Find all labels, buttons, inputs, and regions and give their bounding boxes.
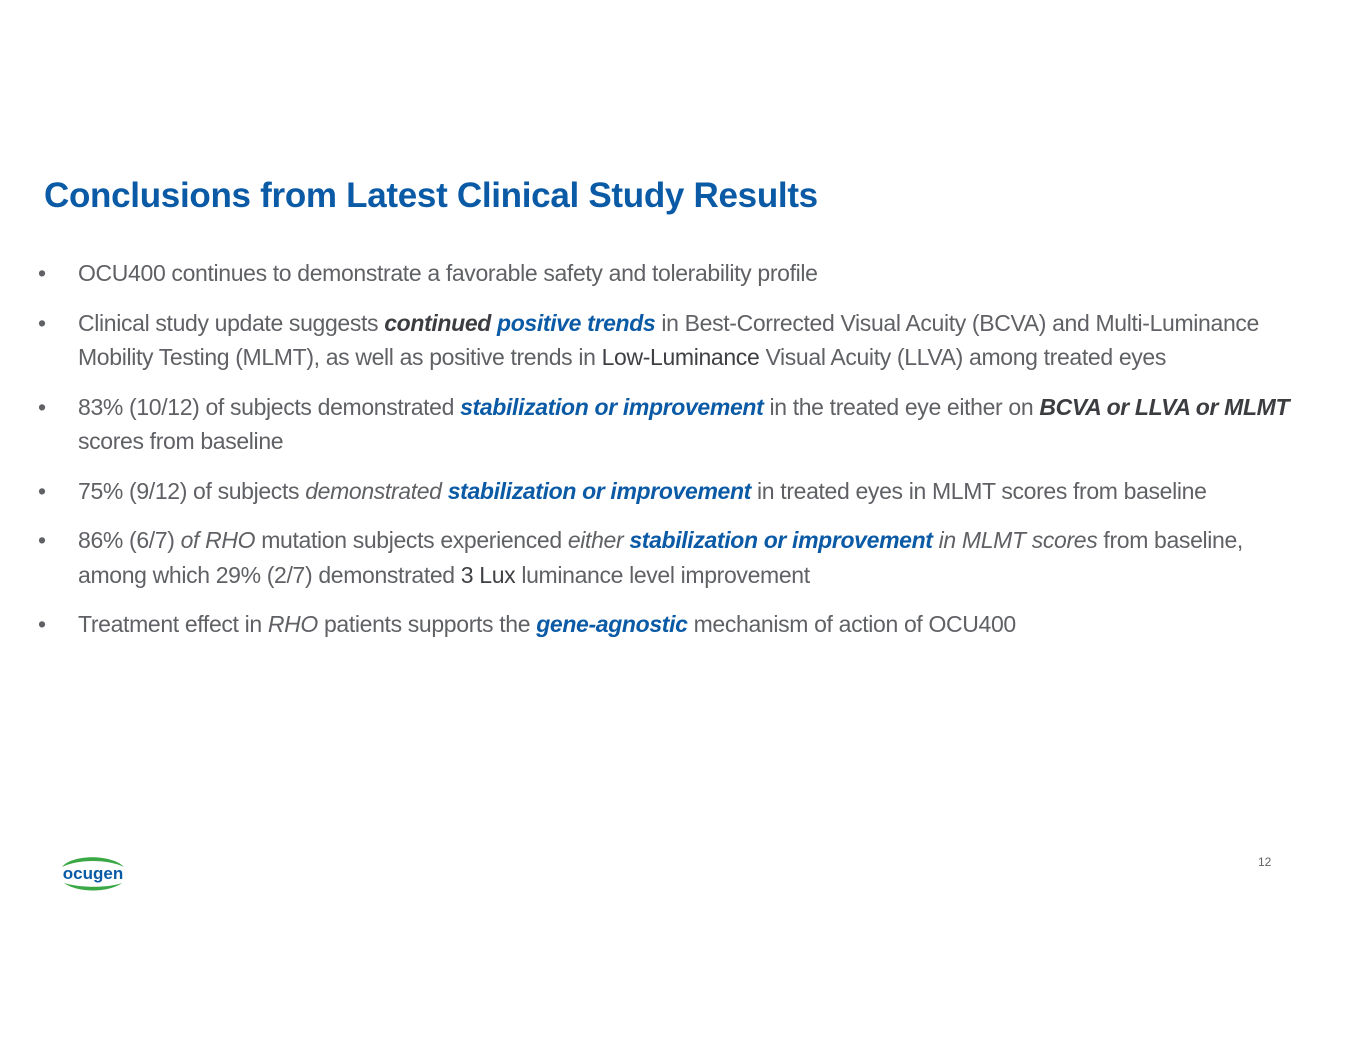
bullet-text: luminance level improvement	[515, 561, 810, 588]
bullet-text: Visual Acuity (LLVA) among treated eyes	[759, 344, 1167, 370]
emphasis-text: Low-Luminance	[601, 344, 760, 370]
italic-text: in MLMT scores	[932, 527, 1098, 553]
emphasis-text: 3 Lux	[460, 561, 516, 588]
bullet-text: 86% (6/7)	[78, 527, 181, 553]
bullet-marker: •	[38, 477, 46, 504]
logo-swoosh-bottom	[64, 883, 122, 891]
bullet-text: scores from baseline	[78, 428, 284, 454]
bullet-item-gene-agnostic	[38, 607, 1308, 642]
emphasis-text: positive trends	[497, 309, 656, 336]
bullet-item-positive-trends	[38, 306, 1308, 375]
bullet-item-75-percent	[38, 474, 1308, 509]
bullet-text: mutation subjects experienced	[255, 527, 568, 553]
bullet-marker: •	[38, 527, 46, 553]
bullet-text: in the treated eye either on	[763, 393, 1040, 420]
italic-text: RHO	[267, 611, 318, 637]
bullet-text: from baseline, among which 29% (2/7) demonstrated	[78, 527, 1243, 588]
emphasis-text: stabilization or improvement	[629, 527, 933, 553]
bullet-text: in treated eyes in MLMT scores from baseline	[751, 477, 1207, 504]
bullet-text: OCU400 continues to demonstrate a favorable safety and tolerability profile	[78, 260, 818, 286]
bullet-item-safety	[38, 256, 1308, 291]
logo-text: ocugen	[62, 864, 124, 883]
bullet-marker: •	[38, 260, 46, 286]
emphasis-text: stabilization or improvement	[460, 393, 764, 420]
bullet-marker: •	[38, 393, 46, 420]
bullet-text: in Best-Corrected Visual Acuity (BCVA) and Multi-Luminance Mobility Testing (MLMT), as well as positive trends in	[78, 309, 1259, 370]
ocugen-logo	[56, 853, 128, 895]
emphasis-text: continued	[384, 309, 491, 336]
bullet-list	[38, 256, 1308, 657]
bullet-text: patients supports the	[317, 611, 537, 637]
bullet-marker: •	[38, 309, 46, 336]
emphasis-text: BCVA or LLVA or MLMT	[1039, 393, 1290, 420]
bullet-text: 75% (9/12) of subjects	[78, 477, 306, 504]
page-number: 12	[1258, 855, 1272, 869]
slide-title: Conclusions from Latest Clinical Study Results	[44, 176, 818, 215]
emphasis-text: gene-agnostic	[536, 611, 688, 637]
italic-text: of RHO	[180, 527, 256, 553]
emphasis-text: stabilization or improvement	[447, 477, 751, 504]
bullet-item-86-percent	[38, 523, 1308, 592]
italic-text: demonstrated	[305, 477, 442, 504]
bullet-text: Treatment effect in	[78, 611, 268, 637]
bullet-text: 83% (10/12) of subjects demonstrated	[78, 393, 461, 420]
bullet-text: mechanism of action of OCU400	[687, 611, 1016, 637]
italic-text: either	[567, 527, 624, 553]
ocugen-logo-icon	[56, 853, 128, 895]
bullet-item-83-percent	[38, 390, 1308, 459]
bullet-marker: •	[38, 611, 46, 637]
bullet-text: Clinical study update suggests	[78, 309, 385, 336]
